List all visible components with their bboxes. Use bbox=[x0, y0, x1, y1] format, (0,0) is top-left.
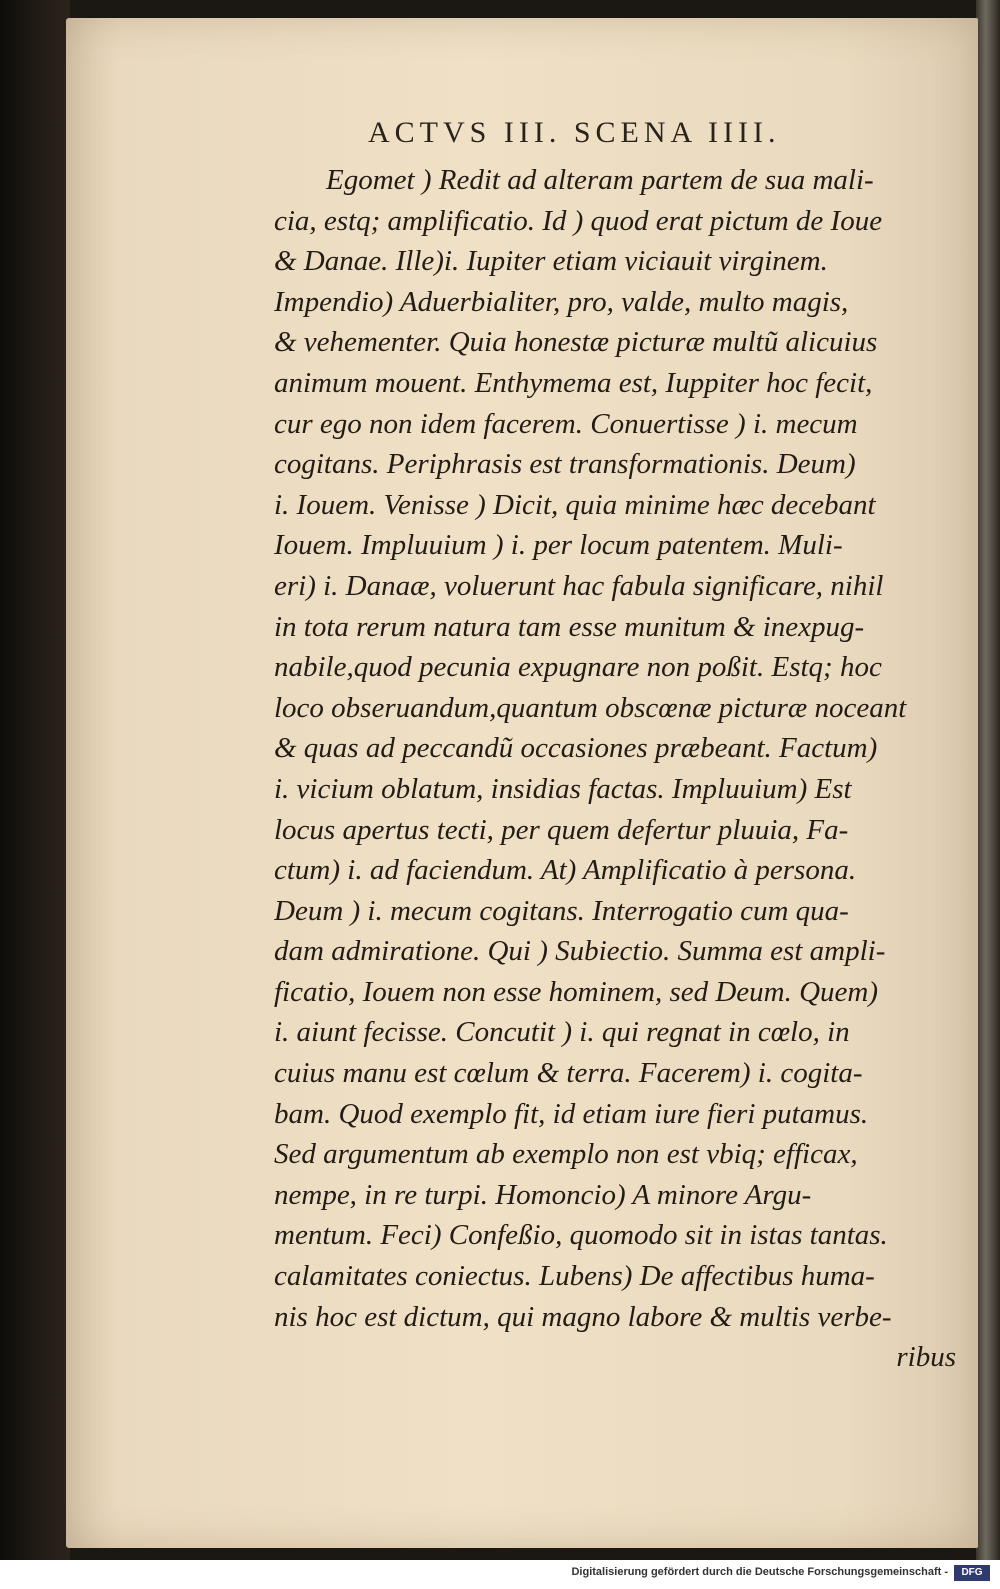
page-text bbox=[274, 160, 964, 1378]
text-line: loco obseruandum,quantum obscœnæ picturæ noceant bbox=[274, 691, 907, 724]
text-line: nempe, in re turpi. Homoncio) A minore Argu- bbox=[274, 1178, 812, 1211]
text-line: ficatio, Iouem non esse hominem, sed Deum. Quem) bbox=[274, 975, 879, 1008]
text-line: Iouem. Impluuium ) i. per locum patentem. Muli- bbox=[274, 529, 843, 562]
text-line: i. aiunt fecisse. Concutit ) i. qui regnat in cœlo, in bbox=[274, 1016, 850, 1049]
text-line: dam admiratione. Qui ) Subiectio. Summa est ampli- bbox=[274, 935, 886, 968]
text-line: nabile,quod pecunia expugnare non poßit. Estq; hoc bbox=[274, 651, 882, 684]
text-line: i. vicium oblatum, insidias factas. Impluuium) Est bbox=[274, 772, 852, 805]
text-line: cur ego non idem facerem. Conuertisse ) i. mecum bbox=[274, 407, 858, 440]
text-line: Impendio) Aduerbialiter, pro, valde, multo magis, bbox=[274, 285, 849, 318]
text-line: Sed argumentum ab exemplo non est vbiq; efficax, bbox=[274, 1138, 858, 1171]
catchword: ribus bbox=[896, 1341, 956, 1374]
text-line: mentum. Feci) Confeßio, quomodo sit in istas tantas. bbox=[274, 1219, 888, 1252]
footer-bar bbox=[0, 1560, 1000, 1589]
text-line: animum mouent. Enthymema est, Iuppiter hoc fecit, bbox=[274, 366, 873, 399]
text-line: locus apertus tecti, per quem defertur pluuia, Fa- bbox=[274, 813, 849, 846]
text-line: cia, estq; amplificatio. Id ) quod erat pictum de Ioue bbox=[274, 204, 883, 237]
text-line: bam. Quod exemplo fit, id etiam iure fieri putamus. bbox=[274, 1097, 869, 1130]
text-line: & Danae. Ille)i. Iupiter etiam viciauit virginem. bbox=[274, 245, 828, 278]
text-line: & vehementer. Quia honestæ picturæ multũ alicuius bbox=[274, 326, 878, 359]
text-line: cuius manu est cœlum & terra. Facerem) i. cogita- bbox=[274, 1057, 863, 1090]
text-line: calamitates coniectus. Lubens) De affectibus huma- bbox=[274, 1260, 875, 1293]
text-line: eri) i. Danaæ, voluerunt hac fabula significare, nihil bbox=[274, 569, 884, 602]
text-line: Deum ) i. mecum cogitans. Interrogatio cum qua- bbox=[274, 894, 849, 927]
text-line: Egomet ) Redit ad alteram partem de sua mali- bbox=[326, 164, 874, 196]
dfg-logo: DFG bbox=[954, 1565, 990, 1581]
text-line: i. Iouem. Venisse ) Dicit, quia minime hæc decebant bbox=[274, 488, 876, 521]
text-line: & quas ad peccandũ occasiones præbeant. Factum) bbox=[274, 732, 878, 765]
text-line: cogitans. Periphrasis est transformationis. Deum) bbox=[274, 448, 856, 481]
text-line: ctum) i. ad faciendum. At) Amplificatio à persona. bbox=[274, 854, 857, 887]
book-binding-shadow bbox=[0, 0, 70, 1560]
funding-credit: Digitalisierung gefördert durch die Deutsche Forschungsgemeinschaft - bbox=[571, 1566, 948, 1578]
page-edge bbox=[976, 0, 1000, 1560]
text-line: in tota rerum natura tam esse munitum & inexpug- bbox=[274, 610, 865, 643]
running-header: ACTVS III. SCENA IIII. bbox=[368, 116, 781, 149]
text-line: nis hoc est dictum, qui magno labore & multis verbe- bbox=[274, 1300, 892, 1333]
